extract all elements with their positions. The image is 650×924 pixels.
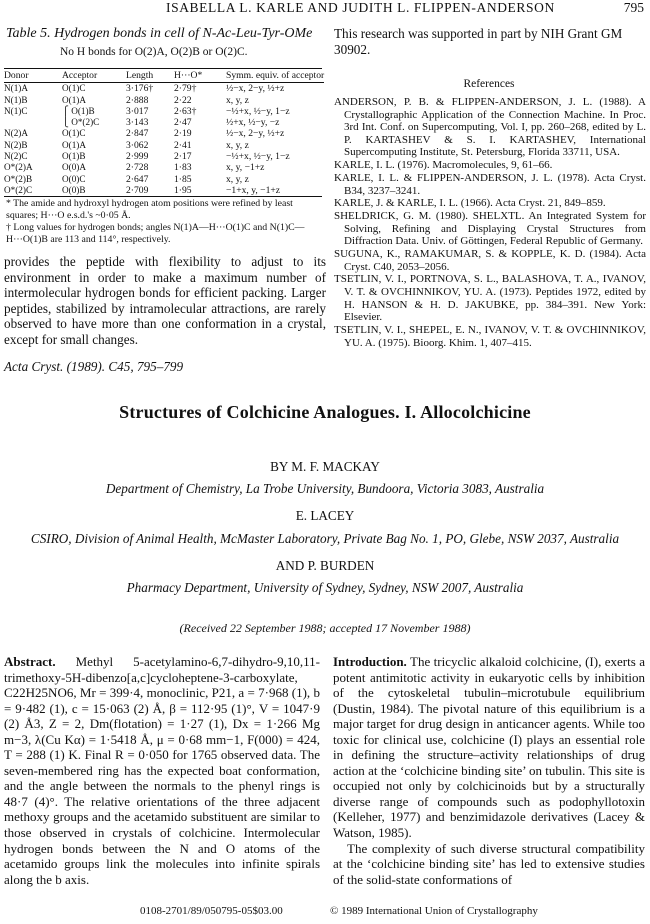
table-cell: O(0)C [62, 173, 86, 184]
reference-item: TSETLIN, V. I., SHEPEL, E. N., IVANOV, V. T. & OVCHINNIKOV, YU. A. (1975). Bioorg. Khim. 1, 407–415. [334, 324, 646, 349]
table-cell: 2·63† [174, 105, 197, 117]
received-dates: (Received 22 September 1988; accepted 17 November 1988) [179, 621, 471, 635]
table-cell: −½+x, ½−y, 1−z [226, 151, 290, 163]
table-cell: N(2)A [4, 128, 28, 139]
table-cell: 2·22 [174, 94, 192, 106]
table-cell [4, 117, 62, 128]
introduction-text: The tricyclic alkaloid colchicine, (I), exerts a potent antimitotic activity in eukaryotic cells by inhibition of the cytoskeletal tubulin–microtubule equilibrium (Dustin, 1984). The pivotal nature of this equilibrium is a major target for drug design in anticancer agents. While too toxic for clinical use, colchicine (I) plays an essential role in defining the structure–activity relationships of drug action at the ‘colchicine binding site’ on tubulin. This site is occupied not only by colchicinoids but by a structurally diverse range of compounds such as podophyllotoxin (Kelleher, 1977) and benzimidazole derivatives (Lacey & Watson, 1985). [333, 654, 645, 841]
page-number: 795 [623, 0, 644, 15]
table-cell: O*(2)B [4, 173, 33, 184]
table-header-row [4, 70, 324, 83]
table-top-rule [4, 68, 322, 69]
table-cell: O(1)C [62, 83, 86, 94]
table-title: Table 5. Hydrogen bonds in cell of N-Ac-Leu-Tyr-OMe [6, 26, 313, 41]
table-header-cell: Acceptor [62, 70, 126, 83]
footer-copyright: © 1989 International Union of Crystallography [330, 905, 538, 917]
table-row [4, 185, 324, 196]
table-cell: N(1)B [4, 94, 28, 105]
abstract [4, 654, 320, 887]
table-cell: 3·017 [126, 105, 149, 117]
journal-citation: Acta Cryst. (1989). C45, 795–799 [4, 359, 184, 374]
table-header-cell: Length [126, 70, 174, 83]
table-cell: O(0)A [62, 162, 86, 173]
table-header-cell: H···O* [174, 70, 226, 83]
references-list [334, 96, 646, 349]
table-bottom-rule [4, 196, 322, 197]
affiliation-3: Pharmacy Department, University of Sydney, Sydney, NSW 2007, Australia [126, 580, 524, 595]
acknowledgement: This research was supported in part by NIH Grant GM 30902. [334, 26, 623, 57]
table-cell: x, y, −1+z [226, 162, 265, 174]
table-cell: 2·888 [126, 94, 149, 106]
table-cell: x, y, z [226, 139, 249, 151]
table-cell: x, y, z [226, 173, 249, 185]
reference-item: SHELDRICK, G. M. (1980). SHELXTL. An Integrated System for Solving, Refining and Displaying Crystal Structures from Diffraction Data. Univ. of Göttingen, Federal Republic of Germany. [334, 210, 646, 248]
table-cell: 2·41 [174, 139, 192, 151]
table-cell: 2·999 [126, 151, 149, 163]
table-row [4, 151, 324, 162]
reference-item: KARLE, I. L. & FLIPPEN-ANDERSON, J. L. (1978). Acta Cryst. B34, 3237–3241. [334, 171, 646, 197]
table-cell: N(2)B [4, 139, 28, 150]
table-cell: ½−x, 2−y, ½+z [226, 128, 285, 140]
reference-item: ANDERSON, P. B. & FLIPPEN-ANDERSON, J. L. (1988). A Crystallographic Application of the Connection Machine. In Proc. 3rd Int. Conf. on Supercomputing, Vol. I, pp. 260–268, edited by L. P. KARTASHEV & S. I. KARTASHEV, International Supercomputing Institute, St. Petersburg, Florida 33711, USA. [334, 96, 646, 159]
hydrogen-bond-table [4, 70, 324, 196]
table-cell: 3·062 [126, 139, 149, 151]
author-line-2: E. LACEY [295, 508, 355, 523]
table-cell: 1·95 [174, 184, 192, 196]
introduction-text-2: The complexity of such diverse structural compatibility at the ‘colchicine binding site’ has led to extensive studies of the solid-state conformations of [333, 840, 645, 887]
table-footnote-1: * The amide and hydroxyl hydrogen atom positions were refined by least squares; H···O e.s.d.'s ~0·05 Å. [6, 198, 293, 221]
table-cell: O*(2)A [4, 162, 33, 173]
table-cell: O(1)A [62, 139, 86, 150]
table-cell: x, y, z [226, 94, 249, 106]
table-cell: N(2)C [4, 151, 28, 162]
table-cell: ½−x, 2−y, ½+z [226, 83, 285, 95]
table-cell: −½+x, ½−y, 1−z [226, 105, 290, 117]
table-cell: 1·85 [174, 173, 192, 185]
table-row [4, 106, 324, 117]
table-cell: O(1)B [62, 151, 86, 162]
table-row [4, 128, 324, 139]
abstract-text: Methyl 5-acetylamino-6,7-dihydro-9,10,11-trimethoxy-5H-dibenzo[a,c]cycloheptene-3-carboxylate, C22H25NO6, Mr = 399·4, monoclinic, P21, a = 7·968 (1), b = 9·482 (1), c = 15·063 (2) Å, β = 112·95 (1)°, V = 1047·9 (2) Å3, Z = 2, Dm(flotation) = 1·27 (1), Dx = 1·266 Mg m−3, λ(Cu Kα) = 1·5418 Å, μ = 0·68 mm−1, F(000) = 424, T = 288 (1) K. Final R = 0·050 for 1765 observed data. The seven-membered ring has the expected boat conformation, and the angle between the normals to the phenyl rings is 48·7 (4)°. The relative orientations of the three adjacent methoxy groups and the acetamido substituent are similar to those observed in crystals of colchicine. Intermolecular hydrogen bonds between the N and O atoms of the acetamido groups link the molecules into infinite spirals along the b axis. [4, 654, 321, 887]
table-cell: 2·79† [174, 83, 197, 95]
table-footnote-2: † Long values for hydrogen bonds; angles N(1)A—H···O(1)C and N(1)C—H···O(1)B are 113 and 114°, respectively. [6, 222, 305, 245]
author-line-3: AND P. BURDEN [275, 558, 375, 573]
table-cell: O(0)B [62, 184, 86, 195]
reference-item: TSETLIN, V. I., PORTNOVA, S. L., BALASHOVA, T. A., IVANOV, V. T. & OVCHINNIKOV, YU. A. (1973). Peptides 1972, edited by H. HANSON & H. D. JAKUBKE, pp. 384–391. New York: Elsevier. [334, 273, 646, 324]
table-subtitle: No H bonds for O(2)A, O(2)B or O(2)C. [60, 46, 248, 58]
table-row [4, 83, 324, 95]
table-cell: −1+x, y, −1+z [226, 184, 281, 196]
table-cell: O*(2)C [4, 184, 33, 195]
author-line-1: BY M. F. MACKAY [270, 459, 380, 474]
table-cell: 2·647 [126, 173, 149, 185]
table-row [4, 162, 324, 173]
table-cell: N(1)C [4, 105, 28, 116]
table-cell: 2·847 [126, 128, 149, 140]
article-title: Structures of Colchicine Analogues. I. Allocolchicine [119, 402, 531, 422]
table-cell: 2·709 [126, 184, 149, 196]
affiliation-1: Department of Chemistry, La Trobe University, Bundoora, Victoria 3083, Australia [105, 481, 545, 496]
table-cell: ⎧ O(1)B [62, 105, 95, 116]
table-cell: 2·17 [174, 151, 192, 163]
table-cell: 1·83 [174, 162, 192, 174]
table-cell: 3·176† [126, 83, 154, 95]
table-row [4, 95, 324, 106]
table-cell: ⎩ O*(2)C [62, 117, 100, 128]
table-row [4, 117, 324, 128]
table-cell: 2·19 [174, 128, 192, 140]
introduction [333, 654, 645, 887]
page-header [0, 0, 650, 20]
table-cell: O(1)C [62, 128, 86, 139]
reference-item: KARLE, J. & KARLE, I. L. (1966). Acta Cryst. 21, 849–859. [334, 197, 606, 210]
footer-code: 0108-2701/89/050795-05$03.00 [140, 905, 283, 917]
reference-item: SUGUNA, K., RAMAKUMAR, S. & KOPPLE, K. D. (1984). Acta Cryst. C40, 2053–2056. [334, 248, 646, 273]
table-cell: 2·728 [126, 162, 149, 174]
table-header-cell: Donor [4, 70, 62, 83]
table-cell: 2·47 [174, 117, 192, 129]
body-paragraph: provides the peptide with flexibility to adjust to its environment in order to make a maximum number of intermolecular hydrogen bonds for efficient packing. Larger peptides, stabilized by intramolecular attractions, are rarely observed to have more than one conformation in a crystal, except for small changes. [4, 254, 326, 347]
table-cell: ½+x, ½−y, −z [226, 117, 280, 129]
table-cell: N(1)A [4, 83, 28, 94]
affiliation-2: CSIRO, Division of Animal Health, McMaster Laboratory, Private Bag No. 1, PO, Glebe, NSW 2037, Australia [30, 531, 620, 546]
table-header-cell: Symm. equiv. of acceptor [226, 70, 325, 81]
table-cell: O(1)A [62, 94, 86, 105]
introduction-label: Introduction. [333, 654, 407, 669]
table-cell: 3·143 [126, 117, 149, 129]
running-head: ISABELLA L. KARLE AND JUDITH L. FLIPPEN-ANDERSON [166, 0, 555, 15]
reference-item: KARLE, I. L. (1976). Macromolecules, 9, 61–66. [334, 159, 553, 172]
abstract-label: Abstract. [4, 654, 56, 669]
references-heading: References [463, 78, 515, 90]
table-row [4, 140, 324, 151]
table-row [4, 174, 324, 185]
